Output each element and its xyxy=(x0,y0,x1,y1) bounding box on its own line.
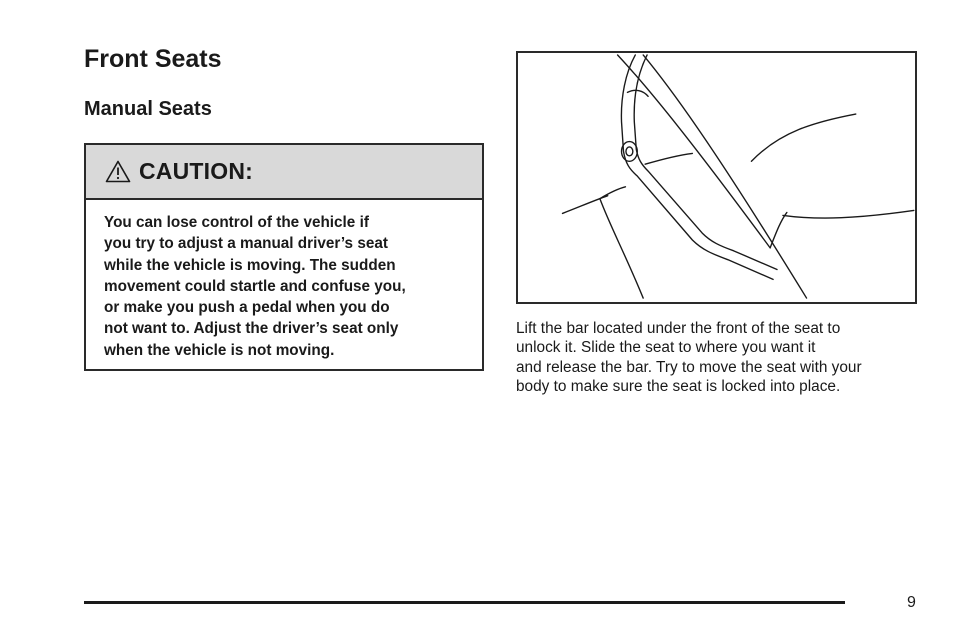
body-text xyxy=(516,319,926,397)
cushion-top xyxy=(751,114,855,161)
floor-line-2 xyxy=(600,187,626,199)
caution-line: when the vehicle is not moving. xyxy=(104,341,335,359)
bar-bend xyxy=(627,90,648,96)
page-number: 9 xyxy=(907,594,916,611)
body-line: Lift the bar located under the front of the seat to xyxy=(516,320,841,337)
caution-text xyxy=(104,212,464,361)
cushion-join xyxy=(770,212,787,247)
seat-frame-line xyxy=(645,153,692,164)
body-line: body to make sure the seat is locked into place. xyxy=(516,378,841,396)
pivot-center xyxy=(626,147,633,156)
footer-rule xyxy=(84,601,845,604)
seat-base-front xyxy=(600,199,643,298)
caution-label: CAUTION: xyxy=(139,158,254,184)
seatback-inner-edge xyxy=(618,55,771,248)
caution-line: while the vehicle is moving. The sudden xyxy=(104,256,396,274)
caution-line: not want to. Adjust the driver’s seat only xyxy=(104,320,399,338)
section-title: Manual Seats xyxy=(84,98,212,120)
caution-line: or make you push a pedal when you do xyxy=(104,299,390,317)
caution-line: you try to adjust a manual driver’s seat xyxy=(104,235,388,253)
caution-box xyxy=(84,143,484,371)
seat-adjustment-illustration xyxy=(516,51,917,304)
cushion-side xyxy=(783,210,914,218)
caution-line: movement could startle and confuse you, xyxy=(104,277,406,295)
body-line: unlock it. Slide the seat to where you want it xyxy=(516,339,816,357)
warning-triangle-icon xyxy=(105,160,131,183)
page-title: Front Seats xyxy=(84,45,222,73)
body-line: and release the bar. Try to move the seat with your xyxy=(516,358,862,376)
caution-header xyxy=(86,145,482,200)
caution-line: You can lose control of the vehicle if xyxy=(104,214,369,231)
seatback-edge xyxy=(643,55,806,298)
